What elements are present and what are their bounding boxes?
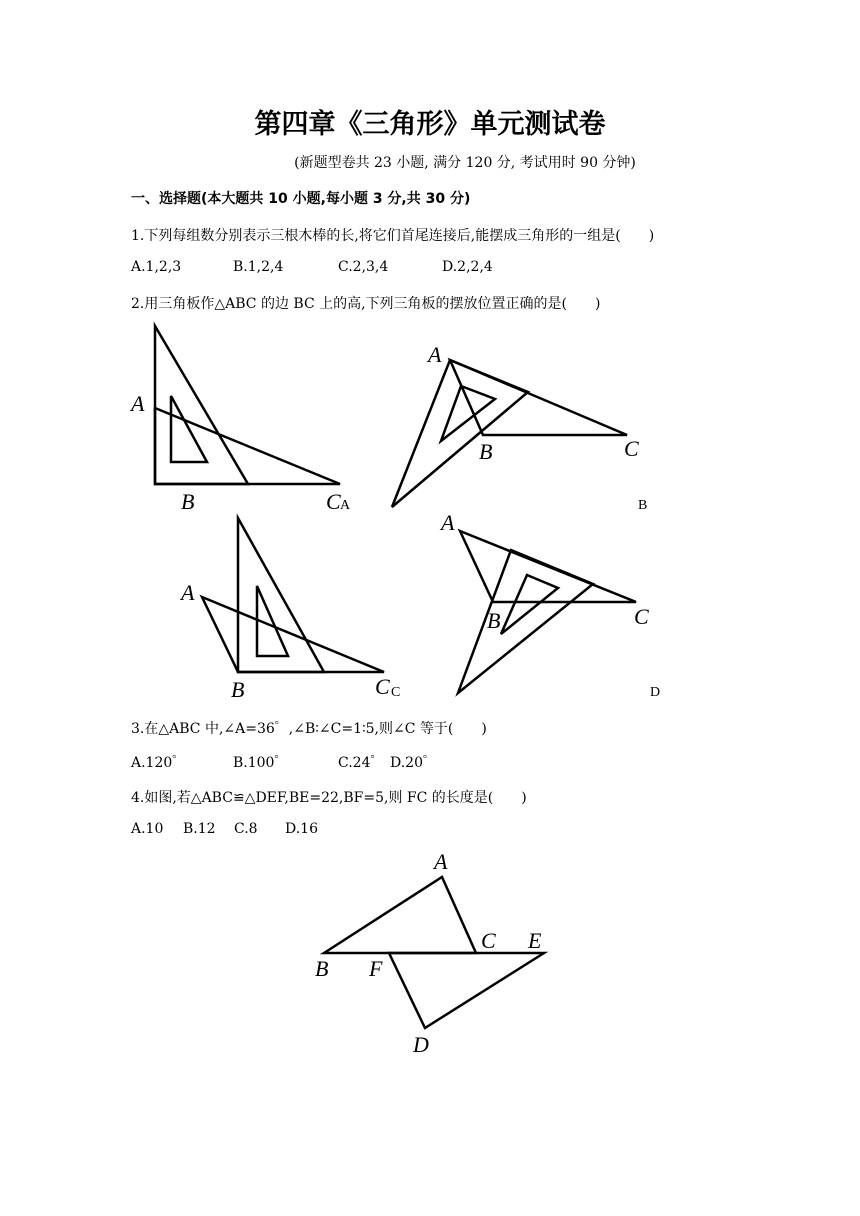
q4-label-c: C xyxy=(481,928,496,953)
figure-b-label-b: B xyxy=(479,439,493,464)
figure-d xyxy=(458,531,636,693)
figure-d-label-c: C xyxy=(634,604,649,629)
figure-c xyxy=(202,518,384,672)
question-3-option-a: A.120゜ xyxy=(131,755,187,771)
question-1-stem: 1.下列每组数分别表示三根木棒的长,将它们首尾连接后,能摆成三角形的一组是( ) xyxy=(131,228,655,244)
figure-a-set-square xyxy=(155,326,248,484)
question-1-option-b: B.1,2,4 xyxy=(233,259,284,275)
question-4-option-a: A.10 xyxy=(131,821,164,837)
question-1-option-d: D.2,2,4 xyxy=(442,259,493,275)
figure-c-label-b: B xyxy=(231,677,245,702)
triangle-abc xyxy=(324,877,476,953)
figure-d-tag: D xyxy=(650,685,661,700)
question-4-option-c: C.8 xyxy=(234,821,258,837)
figure-c-tag: C xyxy=(391,685,401,700)
figure-d-label-b: B xyxy=(487,608,501,633)
q4-label-e: E xyxy=(528,928,542,953)
section-heading: 一、选择题(本大题共 10 小题,每小题 3 分,共 30 分) xyxy=(131,191,471,207)
question-4-stem: 4.如图,若△ABC≌△DEF,BE=22,BF=5,则 FC 的长度是( ) xyxy=(131,790,527,806)
page-subtitle: (新题型卷共 23 小题, 满分 120 分, 考试用时 90 分钟) xyxy=(294,155,636,171)
question-4-option-d: D.16 xyxy=(285,821,318,837)
q4-label-b: B xyxy=(315,956,329,981)
figure-a-label-b: B xyxy=(181,489,195,514)
figure-b xyxy=(392,360,627,507)
question-3-option-d: D.20゜ xyxy=(390,755,437,771)
q4-label-f: F xyxy=(369,956,383,981)
question-1-option-c: C.2,3,4 xyxy=(338,259,389,275)
question-3-stem: 3.在△ABC 中,∠A=36゜,∠B∶∠C=1∶5,则∠C 等于( ) xyxy=(131,721,487,737)
figure-c-label-c: C xyxy=(375,674,390,699)
question-1-option-a: A.1,2,3 xyxy=(131,259,182,275)
figure-d-label-a: A xyxy=(441,510,455,535)
question-4-figure xyxy=(324,877,544,1028)
figure-b-set-square-hole xyxy=(441,386,495,441)
triangle-def xyxy=(389,953,544,1028)
question-3-option-c: C.24゜ xyxy=(338,755,385,771)
figure-a-tag: A xyxy=(340,498,351,513)
figure-c-set-square xyxy=(238,518,324,672)
figure-a xyxy=(155,326,340,484)
figure-b-label-a: A xyxy=(428,342,442,367)
q4-label-a: A xyxy=(434,849,448,874)
question-2-stem: 2.用三角板作△ABC 的边 BC 上的高,下列三角板的摆放位置正确的是( ) xyxy=(131,296,601,312)
question-4-option-b: B.12 xyxy=(183,821,216,837)
figure-b-label-c: C xyxy=(624,436,639,461)
figure-a-label-a: A xyxy=(131,391,145,416)
page-title: 第四章《三角形》单元测试卷 xyxy=(254,109,606,140)
figure-a-label-c: C xyxy=(326,489,341,514)
figure-c-triangle-abc xyxy=(202,597,384,672)
q4-label-d: D xyxy=(413,1032,429,1057)
question-3-option-b: B.100゜ xyxy=(233,755,289,771)
figure-c-label-a: A xyxy=(181,580,195,605)
figure-b-tag: B xyxy=(638,498,648,513)
figure-d-set-square-hole xyxy=(501,575,558,634)
